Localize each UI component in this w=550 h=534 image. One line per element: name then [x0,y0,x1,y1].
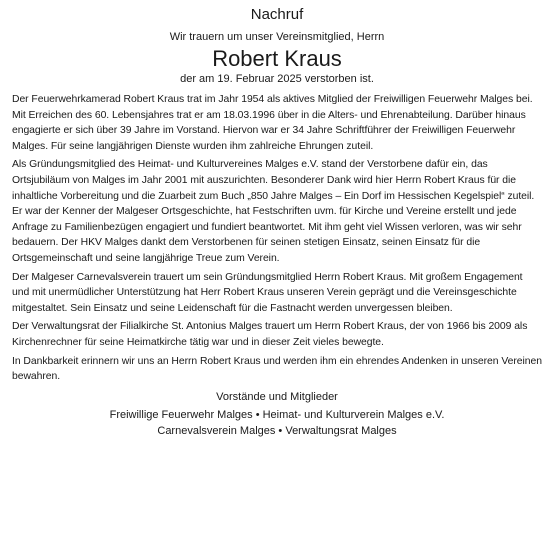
intro-line: Wir trauern um unser Vereinsmitglied, Herrn [169,31,385,43]
paragraph-gratitude: In Dankbarkeit erinnern wir uns an Herrn Robert Kraus und werden ihm ein ehrendes Andenken in unseren Vereinen bewahren. [12,355,542,383]
paragraph-heritage-club: Als Gründungsmitglied des Heimat- und Kulturvereines Malges e.V. stand der Verstorbene dafür ein, das Ortsjubiläum von Malges im Jahr 2001 mit auszurichten. Besonderer Dank wird hier Herrn Robert Kraus für die inhaltliche Vorbereitung und die Zuarbeit zum Buch „850 Jahre Malges – Ein Dorf im Hessischen Kegelspiel“ zuteil. Er war der Kenner der Malgeser Ortsgeschichte, hat Festschriften uvm. für Kirche und Vereine erstellt und jede Anfrage zu Familienbezügen engagiert und fundiert beantwortet. Mit ihm geht viel Wissen verloren, was wir sehr bedauern. Der HKV Malges dankt dem Verstorbenen für seinen stetigen Einsatz, seinen Einsatz für die Ortsgemeinschaft und seine langjährige Treue zum Verein. [12,159,535,264]
organizations-line-2: Carnevalsverein Malges • Verwaltungsrat Malges [157,424,397,437]
notice-heading: Nachruf [250,6,304,23]
paragraph-fire-brigade: Der Feuerwehrkamerad Robert Kraus trat im Jahr 1954 als aktives Mitglied der Freiwilligen Feuerwehr Malges bei. Mit Erreichen des 60. Lebensjahres trat er am 18.03.1996 über in die Alters- und Ehrenabteilung. Darüber hinaus engagierte er sich über 39 Jahre im Vorstand. Hiervon war er 34 Jahre Schriftführer der Freiwilligen Feuerwehr Malges. Für seine langjährigen Dienste wurden ihm zahlreiche Ehrungen zuteil. [12,94,533,152]
death-date-line: der am 19. Februar 2025 verstorben ist. [180,73,374,85]
signoff-line: Vorstände und Mitglieder [216,390,338,403]
organizations-line-1: Freiwillige Feuerwehr Malges • Heimat- und Kulturverein Malges e.V. [109,408,445,421]
deceased-name: Robert Kraus [212,46,342,71]
paragraph-church-council: Der Verwaltungsrat der Filialkirche St. Antonius Malges trauert um Herrn Robert Kraus, der von 1966 bis 2009 als Kirchenrechner für seine Heimatkirche tätig war und in dieser Zeit vieles bewegte. [12,321,528,348]
paragraph-carnival-club: Der Malgeser Carnevalsverein trauert um sein Gründungsmitglied Herrn Robert Kraus. Mit großem Engagement und mit unermüdlicher Unterstützung hat Herr Robert Kraus unseren Verein geprägt und die Vereinsgeschichte mitgestaltet. Sein Einsatz und seine Leidenschaft für die Fastnacht werden unvergessen bleiben. [12,271,523,314]
